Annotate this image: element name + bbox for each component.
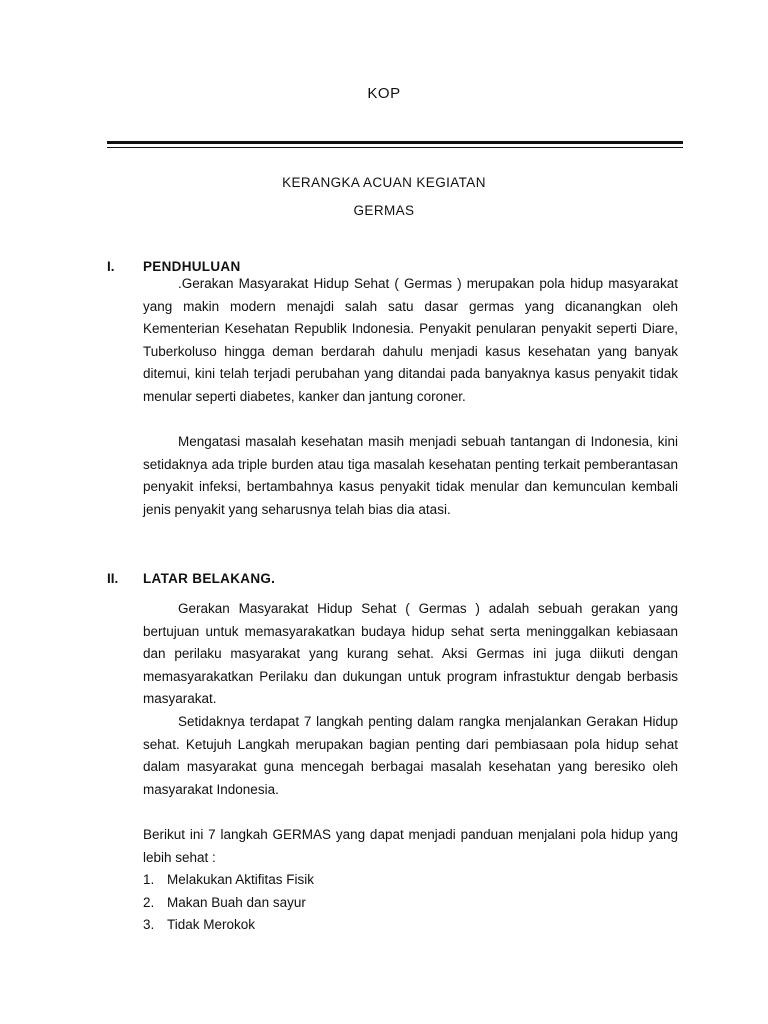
section-2-number: II.	[107, 571, 119, 586]
list-item-number: 2.	[143, 894, 155, 910]
list-item-number: 1.	[143, 872, 155, 887]
list-item-text: Tidak Merokok	[167, 917, 256, 932]
section-1-paragraph: .Gerakan Masyarakat Hidup Sehat ( Germas ) merupakan pola hidup masyarakat yang makin modern menajdi salah satu dasar germas yang dicanangkan oleh Kementerian Kesehatan Republik Indonesia. Penyakit penularan penyakit seperti Diare, Tuberkoluso hingga deman berdarah dahulu menjadi kasus kesehatan yang banyak ditemui, kini telah terjadi perubahan yang ditandai pada banyaknya kasus penyakit tidak menular seperti diabetes, kanker dan jantung coroner.	[143, 276, 678, 404]
document-title: KERANGKA ACUAN KEGIATAN	[282, 175, 486, 190]
list-item-number: 3.	[143, 917, 155, 932]
section-2-paragraph: Setidaknya terdapat 7 langkah penting dalam rangka menjalankan Gerakan Hidup sehat. Ketujuh Langkah merupakan bagian penting dari pembiasaan pola hidup sehat dalam masyarakat guna mencegah berbagai masalah kesehatan yang beresiko oleh masyarakat Indonesia.	[143, 714, 678, 797]
steps-intro: Berikut ini 7 langkah GERMAS yang dapat menjadi panduan menjalani pola hidup yang lebih sehat :	[143, 827, 678, 865]
list-item	[143, 914, 678, 937]
letterhead-rule-thin	[107, 147, 683, 148]
section-2-paragraph: Gerakan Masyarakat Hidup Sehat ( Germas ) adalah sebuah gerakan yang bertujuan untuk memasyarakatkan budaya hidup sehat serta meninggalkan kebiasaan dan perilaku masyarakat yang kurang sehat. Aksi Germas ini juga diikuti dengan memasyarakatkan Perilaku dan dukungan untuk program infrastuktur dengab berbasis masyarakat.	[143, 601, 678, 706]
section-1-heading: PENDHULUAN	[143, 259, 241, 274]
list-item-text: Melakukan Aktifitas Fisik	[167, 872, 315, 887]
list-item	[143, 892, 678, 915]
section-2-heading: LATAR BELAKANG.	[143, 571, 276, 586]
section-1-number: I.	[107, 259, 115, 274]
document-subtitle: GERMAS	[353, 203, 415, 218]
list-item-text: Makan Buah dan sayur	[167, 894, 306, 910]
letterhead-rule-thick	[107, 141, 683, 144]
list-item	[143, 869, 678, 892]
letterhead-placeholder: KOP	[367, 85, 401, 102]
germas-steps-list	[143, 869, 678, 937]
section-1-paragraph: Mengatasi masalah kesehatan masih menjadi sebuah tantangan di Indonesia, kini setidaknya ada triple burden atau tiga masalah kesehatan penting terkait pemberantasan penyakit infeksi, bertambahnya kasus penyakit tidak menular dan kemunculan kembali jenis penyakit yang seharusnya telah bias dia atasi.	[143, 434, 678, 517]
